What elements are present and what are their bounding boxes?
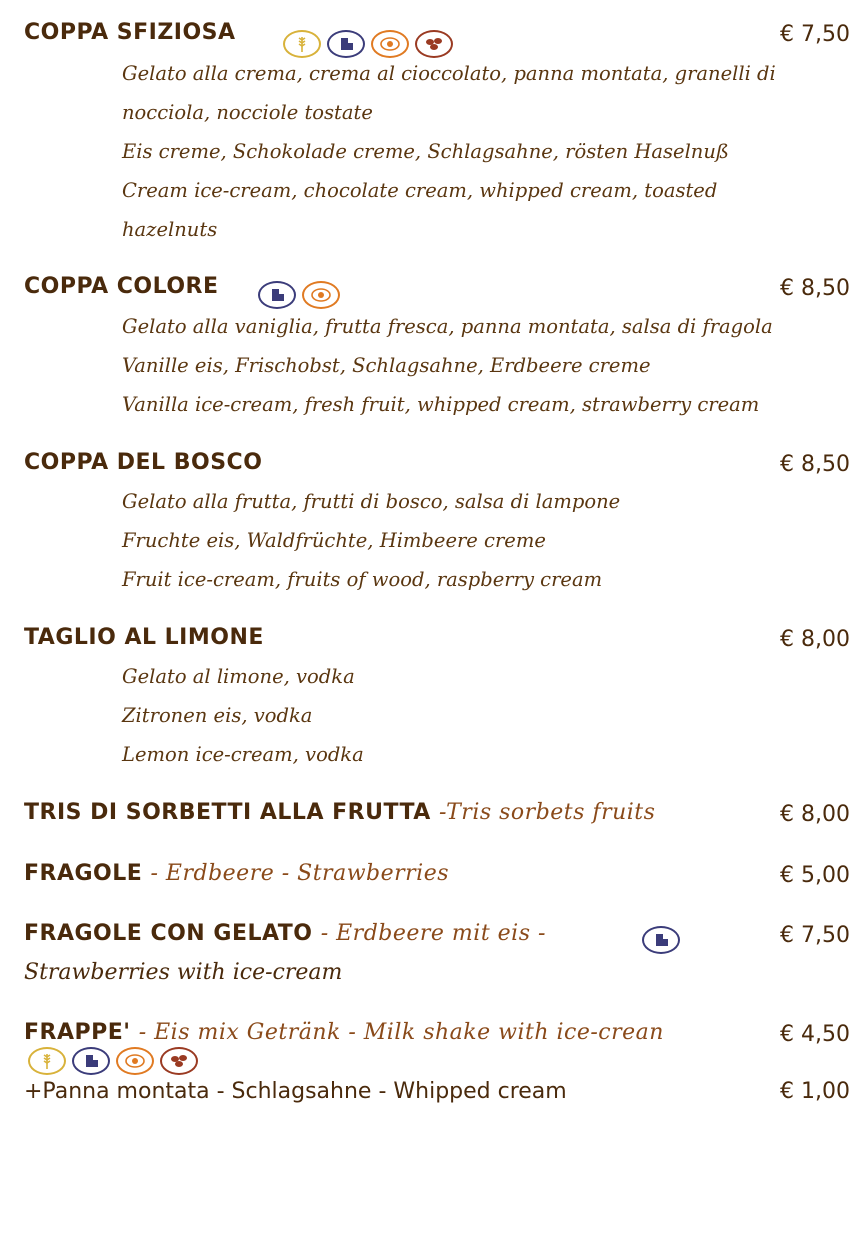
item-price: € 8,50 [780, 276, 850, 301]
item-price: € 4,50 [774, 1022, 850, 1047]
item-subtitle-line2: Strawberries with ice-cream [24, 960, 343, 985]
item-subtitle: - Eis mix Getränk - Milk shake with ice-crean [138, 1020, 664, 1045]
item-title-main: FRAGOLE [24, 861, 143, 886]
item-desc-line: Fruit ice-cream, fruits of wood, raspberry cream [122, 568, 603, 591]
nuts-icon [415, 30, 453, 58]
allergen-icons [283, 30, 453, 58]
item-price: € 7,50 [780, 923, 850, 948]
item-desc-line: nocciola, nocciole tostate [122, 101, 373, 124]
item-title [24, 1020, 664, 1045]
item-title-main: FRAPPE' [24, 1020, 131, 1045]
wheat-icon [28, 1047, 66, 1075]
allergen-icons [258, 281, 340, 309]
egg-icon [302, 281, 340, 309]
nuts-icon [160, 1047, 198, 1075]
item-price: € 8,50 [780, 452, 850, 477]
item-price: € 7,50 [780, 22, 850, 47]
item-title: COPPA COLORE [24, 274, 219, 299]
item-desc-line: Vanille eis, Frischobst, Schlagsahne, Erdbeere creme [122, 354, 651, 377]
item-price: € 8,00 [780, 802, 850, 827]
item-desc-line: Gelato al limone, vodka [122, 665, 355, 688]
item-title-main: TRIS DI SORBETTI ALLA FRUTTA [24, 800, 431, 825]
item-price: € 8,00 [780, 627, 850, 652]
item-subtitle: -Tris sorbets fruits [438, 800, 656, 825]
item-title [24, 921, 546, 946]
item-desc-line: Eis creme, Schokolade creme, Schlagsahne, rösten Haselnuß [122, 140, 729, 163]
milk-icon [327, 30, 365, 58]
item-desc-line: Gelato alla crema, crema al cioccolato, panna montata, granelli di [122, 62, 776, 85]
milk-icon [642, 926, 680, 954]
item-title: COPPA DEL BOSCO [24, 450, 263, 475]
item-price: € 5,00 [780, 863, 850, 888]
extra-label: +Panna montata - Schlagsahne - Whipped cream [24, 1079, 567, 1104]
item-title-main: FRAGOLE CON GELATO [24, 921, 313, 946]
egg-icon [116, 1047, 154, 1075]
allergen-icons [28, 1047, 198, 1075]
wheat-icon [283, 30, 321, 58]
egg-icon [371, 30, 409, 58]
milk-icon [72, 1047, 110, 1075]
item-desc-line: Gelato alla vaniglia, frutta fresca, panna montata, salsa di fragola [122, 315, 773, 338]
item-desc-line: Gelato alla frutta, frutti di bosco, salsa di lampone [122, 490, 621, 513]
allergen-icons [642, 926, 680, 954]
item-title [24, 861, 449, 886]
extra-price: € 1,00 [780, 1079, 850, 1104]
item-subtitle: - Erdbeere mit eis - [320, 921, 546, 946]
item-title: TAGLIO AL LIMONE [24, 625, 264, 650]
item-title: COPPA SFIZIOSA [24, 20, 236, 45]
item-desc-line: Zitronen eis, vodka [122, 704, 313, 727]
item-desc-line: Fruchte eis, Waldfrüchte, Himbeere creme [122, 529, 546, 552]
milk-icon [258, 281, 296, 309]
item-desc-line: Lemon ice-cream, vodka [122, 743, 364, 766]
item-title [24, 800, 655, 825]
item-subtitle: - Erdbeere - Strawberries [150, 861, 450, 886]
item-desc-line: Vanilla ice-cream, fresh fruit, whipped cream, strawberry cream [122, 393, 760, 416]
item-desc-line: Cream ice-cream, chocolate cream, whipped cream, toasted [122, 179, 718, 202]
item-desc-line: hazelnuts [122, 218, 218, 241]
